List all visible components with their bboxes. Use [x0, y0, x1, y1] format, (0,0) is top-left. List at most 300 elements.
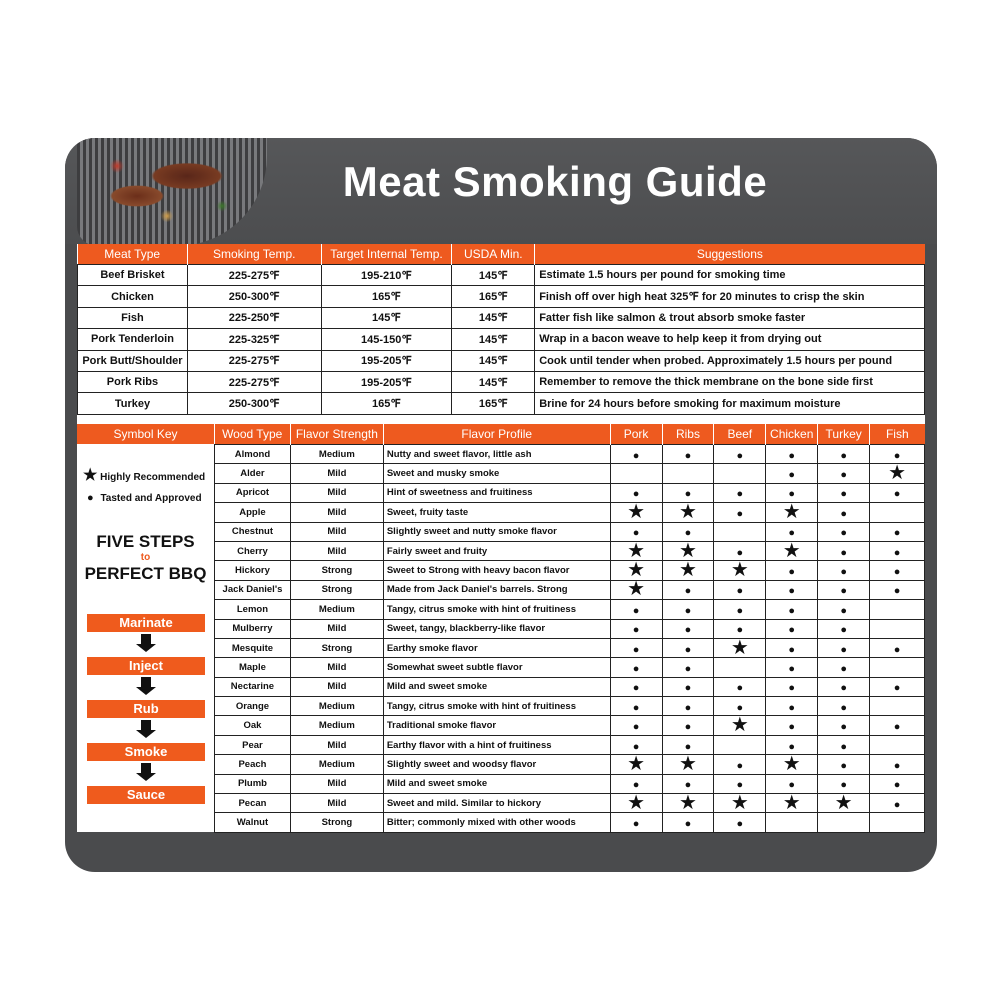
pairing-cell [870, 580, 925, 599]
flavor-strength-cell: Mild [290, 735, 383, 754]
pairing-cell [766, 445, 818, 464]
pairing-cell [870, 697, 925, 716]
pairing-cell [818, 619, 870, 638]
pairing-cell [766, 774, 818, 793]
table-row [215, 445, 925, 464]
table-row [215, 638, 925, 657]
five-steps-line1: FIVE STEPS [96, 532, 195, 551]
pairing-cell [818, 483, 870, 502]
pairing-cell [610, 638, 662, 657]
dot-icon: ● [893, 759, 901, 772]
flavor-profile-cell: Hint of sweetness and fruitiness [383, 483, 610, 502]
wood-type-cell: Chestnut [215, 522, 291, 541]
pairing-cell [662, 677, 714, 696]
dot-icon: ● [736, 449, 744, 462]
pairing-cell [870, 561, 925, 580]
wood-table-header: Fish [870, 424, 925, 445]
wood-type-cell: Hickory [215, 561, 291, 580]
wood-table-header: Ribs [662, 424, 714, 445]
star-icon: ★ [730, 560, 749, 581]
pairing-cell [610, 735, 662, 754]
meat-table-header: Target Internal Temp. [321, 244, 452, 265]
pairing-cell [610, 658, 662, 677]
pairing-cell [662, 464, 714, 483]
pairing-cell [870, 735, 925, 754]
pairing-cell [818, 561, 870, 580]
pairing-cell [714, 561, 766, 580]
flavor-profile-cell: Nutty and sweet flavor, little ash [383, 445, 610, 464]
dot-icon: ● [632, 779, 640, 792]
star-icon: ★ [627, 502, 646, 523]
flavor-profile-cell: Tangy, citrus smoke with hint of fruitiness [383, 697, 610, 716]
dot-icon: ● [632, 604, 640, 617]
flavor-profile-cell: Sweet, tangy, blackberry-like flavor [383, 619, 610, 638]
pairing-cell [818, 813, 870, 832]
dot-icon: ● [736, 779, 744, 792]
table-row [215, 794, 925, 813]
dot-icon: ● [840, 449, 847, 462]
legend-dot [83, 492, 202, 504]
pairing-cell [766, 658, 818, 677]
table-row [78, 307, 925, 328]
dot-icon: ● [788, 721, 796, 734]
table-row [215, 697, 925, 716]
pairing-cell [662, 658, 714, 677]
pairing-cell [818, 541, 870, 560]
wood-type-cell: Almond [215, 445, 291, 464]
pairing-cell [662, 483, 714, 502]
table-row [215, 522, 925, 541]
meat-table-header: Suggestions [535, 244, 925, 265]
dot-icon: ● [632, 527, 640, 540]
table-cell: 225-275℉ [187, 371, 321, 392]
star-icon: ★ [678, 754, 697, 775]
pairing-cell [818, 677, 870, 696]
pairing-cell [714, 464, 766, 483]
pairing-cell [870, 794, 925, 813]
dot-icon: ● [840, 546, 847, 559]
step-inject: Inject [87, 657, 205, 675]
pairing-cell [766, 483, 818, 502]
wood-type-cell: Nectarine [215, 677, 291, 696]
table-row [215, 658, 925, 677]
pairing-cell [870, 619, 925, 638]
table-cell: Fatter fish like salmon & trout absorb smoke faster [535, 307, 925, 328]
table-row [215, 774, 925, 793]
table-cell: Remember to remove the thick membrane on the bone side first [535, 371, 925, 392]
pairing-cell [870, 503, 925, 522]
wood-type-cell: Pecan [215, 794, 291, 813]
wood-table-header: Chicken [766, 424, 818, 445]
pairing-cell [766, 716, 818, 735]
down-arrow-icon [141, 634, 151, 644]
table-row [215, 483, 925, 502]
flavor-profile-cell: Sweet to Strong with heavy bacon flavor [383, 561, 610, 580]
pairing-cell [766, 735, 818, 754]
wood-type-cell: Maple [215, 658, 291, 677]
wood-type-cell: Mesquite [215, 638, 291, 657]
star-icon: ★ [627, 541, 646, 561]
table-row [78, 350, 925, 371]
flavor-strength-cell: Strong [290, 638, 383, 657]
pairing-cell [766, 755, 818, 774]
pairing-cell [610, 580, 662, 599]
pairing-cell [714, 677, 766, 696]
wood-table-header: Beef [714, 424, 766, 445]
pairing-cell [766, 464, 818, 483]
dot-icon: ● [736, 604, 744, 617]
dot-icon: ● [736, 488, 744, 501]
pairing-cell [662, 522, 714, 541]
pairing-cell [766, 600, 818, 619]
meat-table-header: USDA Min. [452, 244, 535, 265]
pairing-cell [818, 794, 870, 813]
flavor-profile-cell: Earthy flavor with a hint of fruitiness [383, 735, 610, 754]
wood-table-header: Turkey [818, 424, 870, 445]
table-cell: 165℉ [452, 286, 535, 307]
dot-icon: ● [632, 818, 640, 831]
dot-icon: ● [736, 546, 744, 559]
pairing-cell [766, 541, 818, 560]
pairing-cell [870, 464, 925, 483]
pairing-cell [766, 697, 818, 716]
pairing-cell [766, 522, 818, 541]
pairing-cell [870, 813, 925, 832]
dot-icon: ● [893, 585, 901, 598]
five-steps-heading [77, 532, 214, 584]
pairing-cell [870, 600, 925, 619]
star-icon: ★ [730, 638, 749, 658]
star-icon: ★ [678, 541, 697, 561]
table-cell: Brine for 24 hours before smoking for maximum moisture [535, 393, 925, 414]
flavor-profile-cell: Earthy smoke flavor [383, 638, 610, 657]
table-row [215, 541, 925, 560]
pairing-cell [870, 483, 925, 502]
pairing-cell [714, 580, 766, 599]
table-cell: 165℉ [452, 393, 535, 414]
five-steps-line3: PERFECT BBQ [84, 564, 207, 583]
dot-icon: ● [893, 798, 901, 811]
pairing-cell [766, 561, 818, 580]
step-marinate: Marinate [87, 614, 205, 632]
dot-icon: ● [840, 759, 847, 772]
dot-icon: ● [893, 488, 901, 501]
pairing-cell [714, 658, 766, 677]
down-arrow-icon [141, 720, 151, 730]
pairing-cell [714, 755, 766, 774]
table-cell: 250-300℉ [187, 393, 321, 414]
dot-icon: ● [736, 585, 744, 598]
dot-icon: ● [684, 488, 692, 501]
pairing-cell [610, 483, 662, 502]
pairing-cell [766, 638, 818, 657]
flavor-strength-cell: Medium [290, 716, 383, 735]
pairing-cell [662, 445, 714, 464]
table-cell: 145℉ [321, 307, 452, 328]
pairing-cell [662, 697, 714, 716]
dot-icon: ● [632, 488, 640, 501]
dot-icon: ● [632, 701, 640, 714]
flavor-profile-cell: Sweet, fruity taste [383, 503, 610, 522]
mouse-pad [65, 138, 937, 872]
table-row [78, 265, 925, 286]
legend-star [83, 468, 205, 484]
pairing-cell [714, 638, 766, 657]
pairing-cell [662, 541, 714, 560]
wood-table-header: Flavor Profile [383, 424, 610, 445]
table-row [215, 503, 925, 522]
pairing-cell [662, 561, 714, 580]
dot-icon: ● [840, 566, 847, 579]
dot-icon: ● [736, 624, 744, 637]
star-icon: ★ [627, 560, 646, 581]
table-row [215, 677, 925, 696]
table-row [215, 735, 925, 754]
pairing-cell [662, 735, 714, 754]
dot-icon: ● [788, 469, 796, 482]
pairing-cell [714, 774, 766, 793]
dot-icon: ● [87, 492, 94, 504]
pairing-cell [818, 658, 870, 677]
pairing-cell [610, 755, 662, 774]
wood-table-header: Flavor Strength [290, 424, 383, 445]
flavor-strength-cell: Medium [290, 445, 383, 464]
dot-icon: ● [840, 624, 847, 637]
pairing-cell [662, 716, 714, 735]
flavor-profile-cell: Slightly sweet and woodsy flavor [383, 755, 610, 774]
flavor-profile-cell: Sweet and musky smoke [383, 464, 610, 483]
wood-type-cell: Peach [215, 755, 291, 774]
wood-table-header: Pork [610, 424, 662, 445]
star-icon: ★ [888, 463, 907, 484]
pairing-cell [766, 677, 818, 696]
wood-type-cell: Apricot [215, 483, 291, 502]
legend-star-label: Highly Recommended [100, 472, 206, 483]
table-row [215, 464, 925, 483]
header-banner [65, 138, 937, 244]
table-cell: 145℉ [452, 307, 535, 328]
dot-icon: ● [840, 488, 847, 501]
pairing-cell [870, 445, 925, 464]
dot-icon: ● [632, 682, 640, 695]
dot-icon: ● [684, 721, 692, 734]
pairing-cell [870, 522, 925, 541]
flavor-strength-cell: Medium [290, 600, 383, 619]
table-row [215, 580, 925, 599]
dot-icon: ● [893, 682, 901, 695]
pairing-cell [870, 774, 925, 793]
dot-icon: ● [840, 527, 847, 540]
pairing-cell [610, 503, 662, 522]
wood-type-cell: Alder [215, 464, 291, 483]
flavor-strength-cell: Mild [290, 464, 383, 483]
guide-content [77, 244, 925, 832]
pairing-cell [714, 794, 766, 813]
flavor-profile-cell: Somewhat sweet subtle flavor [383, 658, 610, 677]
dot-icon: ● [684, 449, 692, 462]
five-steps-line2: to [140, 552, 151, 563]
dot-icon: ● [736, 507, 744, 520]
star-icon: ★ [782, 541, 801, 561]
table-row [215, 716, 925, 735]
pairing-cell [662, 503, 714, 522]
table-row [215, 755, 925, 774]
table-cell: Pork Tenderloin [78, 329, 188, 350]
pairing-cell [610, 561, 662, 580]
symbol-key-panel [77, 424, 214, 832]
pairing-cell [870, 755, 925, 774]
flavor-strength-cell: Mild [290, 483, 383, 502]
dot-icon: ● [840, 604, 847, 617]
wood-type-cell: Mulberry [215, 619, 291, 638]
pairing-cell [870, 716, 925, 735]
dot-icon: ● [893, 546, 901, 559]
pairing-cell [766, 580, 818, 599]
pairing-cell [610, 619, 662, 638]
legend-dot-label: Tasted and Approved [100, 493, 202, 504]
table-cell: 145℉ [452, 350, 535, 371]
pairing-cell [818, 638, 870, 657]
dot-icon: ● [684, 624, 692, 637]
pairing-cell [818, 716, 870, 735]
pairing-cell [714, 522, 766, 541]
wood-type-cell: Walnut [215, 813, 291, 832]
step-smoke: Smoke [87, 743, 205, 761]
dot-icon: ● [632, 740, 640, 753]
table-row [78, 286, 925, 307]
pairing-cell [662, 813, 714, 832]
table-cell: 225-250℉ [187, 307, 321, 328]
pairing-cell [662, 638, 714, 657]
wood-type-cell: Jack Daniel's [215, 580, 291, 599]
dot-icon: ● [840, 721, 847, 734]
flavor-strength-cell: Mild [290, 503, 383, 522]
flavor-profile-cell: Sweet and mild. Similar to hickory [383, 794, 610, 813]
pairing-cell [818, 735, 870, 754]
dot-icon: ● [788, 585, 796, 598]
dot-icon: ● [893, 566, 901, 579]
table-cell: 145℉ [452, 265, 535, 286]
table-cell: 165℉ [321, 393, 452, 414]
star-icon: ★ [782, 793, 801, 813]
table-cell: Cook until tender when probed. Approximately 1.5 hours per pound [535, 350, 925, 371]
dot-icon: ● [632, 624, 640, 637]
table-row [78, 393, 925, 414]
table-cell: Beef Brisket [78, 265, 188, 286]
pairing-cell [610, 445, 662, 464]
pairing-cell [766, 813, 818, 832]
dot-icon: ● [893, 527, 901, 540]
pairing-cell [766, 503, 818, 522]
pairing-cell [818, 580, 870, 599]
flavor-profile-cell: Slightly sweet and nutty smoke flavor [383, 522, 610, 541]
dot-icon: ● [893, 643, 901, 656]
dot-icon: ● [893, 449, 901, 462]
table-cell: 250-300℉ [187, 286, 321, 307]
dot-icon: ● [684, 779, 692, 792]
pairing-cell [818, 774, 870, 793]
flavor-profile-cell: Traditional smoke flavor [383, 716, 610, 735]
star-icon: ★ [834, 793, 853, 813]
star-icon: ★ [730, 793, 749, 813]
table-row [215, 561, 925, 580]
table-cell: 195-205℉ [321, 350, 452, 371]
table-row [215, 600, 925, 619]
flavor-strength-cell: Mild [290, 619, 383, 638]
dot-icon: ● [736, 759, 744, 772]
dot-icon: ● [840, 643, 847, 656]
dot-icon: ● [893, 779, 901, 792]
pairing-cell [818, 600, 870, 619]
dot-icon: ● [840, 662, 847, 675]
dot-icon: ● [736, 818, 744, 831]
star-icon: ★ [782, 502, 801, 523]
pairing-cell [610, 677, 662, 696]
dot-icon: ● [788, 643, 796, 656]
table-cell: 195-205℉ [321, 371, 452, 392]
pairing-cell [662, 794, 714, 813]
wood-table-header: Wood Type [215, 424, 291, 445]
star-icon: ★ [83, 467, 98, 484]
table-cell: Fish [78, 307, 188, 328]
star-icon: ★ [678, 502, 697, 523]
pairing-cell [818, 755, 870, 774]
dot-icon: ● [632, 662, 640, 675]
dot-icon: ● [788, 662, 796, 675]
dot-icon: ● [840, 701, 847, 714]
dot-icon: ● [788, 566, 796, 579]
pairing-cell [714, 541, 766, 560]
table-cell: Chicken [78, 286, 188, 307]
pairing-cell [870, 658, 925, 677]
table-row [215, 813, 925, 832]
dot-icon: ● [632, 643, 640, 656]
pairing-cell [766, 794, 818, 813]
flavor-strength-cell: Strong [290, 580, 383, 599]
pairing-cell [818, 445, 870, 464]
table-row [215, 619, 925, 638]
star-icon: ★ [627, 793, 646, 813]
dot-icon: ● [840, 740, 847, 753]
dot-icon: ● [788, 527, 796, 540]
page-title: Meat Smoking Guide [342, 158, 768, 205]
wood-type-cell: Apple [215, 503, 291, 522]
pairing-cell [610, 600, 662, 619]
flavor-profile-cell: Made from Jack Daniel's barrels. Strong [383, 580, 610, 599]
pairing-cell [662, 755, 714, 774]
dot-icon: ● [684, 682, 692, 695]
pairing-cell [818, 522, 870, 541]
table-cell: 225-275℉ [187, 350, 321, 371]
dot-icon: ● [788, 449, 796, 462]
pairing-cell [818, 464, 870, 483]
flavor-strength-cell: Medium [290, 697, 383, 716]
wood-type-cell: Orange [215, 697, 291, 716]
dot-icon: ● [788, 779, 796, 792]
down-arrow-icon [141, 763, 151, 773]
dot-icon: ● [684, 818, 692, 831]
pairing-cell [610, 697, 662, 716]
pairing-cell [818, 697, 870, 716]
dot-icon: ● [840, 682, 847, 695]
table-cell: Pork Ribs [78, 371, 188, 392]
dot-icon: ● [840, 779, 847, 792]
pairing-cell [610, 813, 662, 832]
star-icon: ★ [678, 560, 697, 581]
table-cell: 145℉ [452, 371, 535, 392]
symbol-key-header: Symbol Key [77, 424, 214, 444]
table-cell: Turkey [78, 393, 188, 414]
